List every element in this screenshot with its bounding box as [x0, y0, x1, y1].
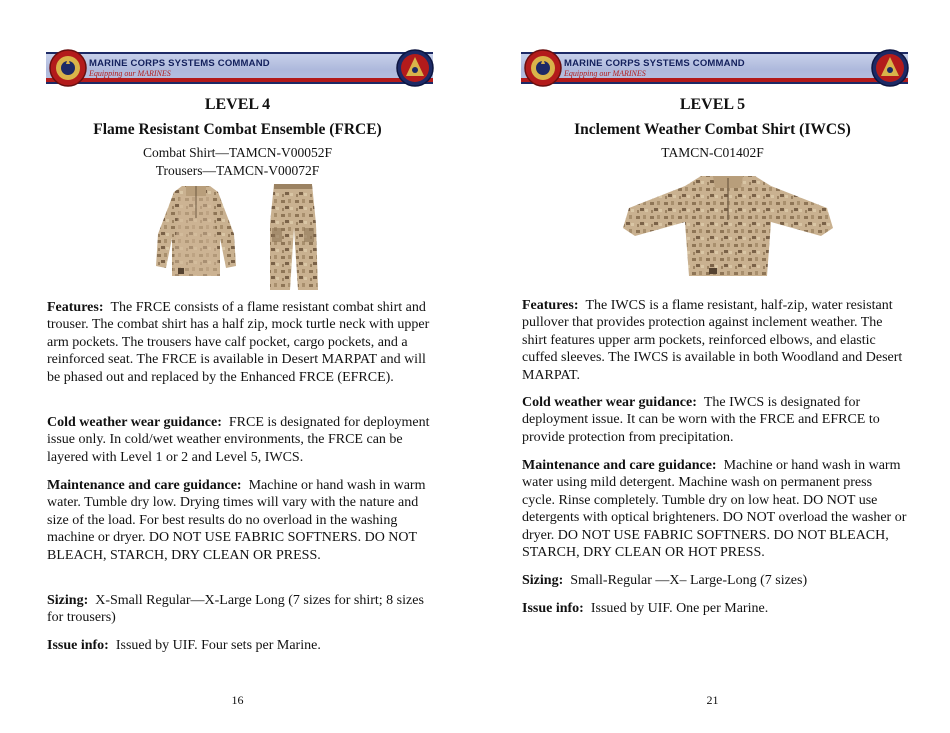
section-label: Sizing: — [47, 593, 89, 608]
combat-shirt-image — [156, 182, 236, 280]
usmc-seal-icon — [524, 49, 562, 87]
section-text: Small-Regular —X– Large-Long (7 sizes) — [570, 573, 808, 588]
level-heading: LEVEL 5 — [679, 96, 746, 113]
usmc-seal-icon — [49, 49, 87, 87]
section-label: Maintenance and care guidance: — [47, 478, 242, 493]
item-code: TAMCN-C01402F — [661, 145, 764, 160]
section-text: Machine or hand wash in warm water using mild detergent. Machine wash on permanent press cycle. Rinse completely. Tumble dry on low heat. DO NOT use detergents with optical brighteners. DO NOT overload the washer or dryer. DO NOT USE FABRIC SOFTNERS. DO NOT BLEACH, STARCH, DRY CLEAN OR HOT PRESS. — [522, 458, 907, 561]
cold-weather-section — [47, 414, 432, 466]
section-label: Sizing: — [522, 573, 564, 588]
iwcs-shirt-image — [621, 172, 835, 280]
section-label: Maintenance and care guidance: — [522, 458, 717, 473]
features-section — [47, 299, 432, 386]
right-page — [475, 0, 950, 733]
mcsc-seal-icon — [871, 49, 909, 87]
maintenance-section — [47, 477, 432, 564]
section-text: The FRCE consists of a flame resistant combat shirt and trouser. The combat shirt has a half zip, mock turtle neck with upper arm pockets. The trousers have calf pocket, cargo pockets, and a reinforced seat. The FRCE is available in Desert MARPAT and will be phased out and replaced by the Enhanced FRCE (EFRCE). — [47, 300, 430, 385]
section-label: Issue info: — [522, 601, 584, 616]
item-code: Combat Shirt—TAMCN-V00052F — [142, 145, 333, 160]
sizing-section — [522, 572, 907, 589]
item-heading: Flame Resistant Combat Ensemble (FRCE) — [93, 121, 382, 138]
section-text: Issued by UIF. One per Marine. — [590, 601, 769, 616]
section-text: Issued by UIF. Four sets per Marine. — [115, 638, 321, 653]
section-label: Cold weather wear guidance: — [522, 395, 697, 410]
section-label: Features: — [522, 298, 579, 313]
section-text: FRCE is designated for deployment issue only. In cold/wet weather environments, the FRCE can be layered with Level 1 or 2 and Level 5, IWCS. — [47, 415, 430, 465]
page-number: 16 — [231, 693, 244, 707]
issue-info-section — [47, 637, 432, 654]
header-banner — [521, 52, 908, 84]
item-code: Trousers—TAMCN-V00072F — [155, 163, 320, 178]
level-heading: LEVEL 4 — [204, 96, 271, 113]
banner-title: MARINE CORPS SYSTEMS COMMAND — [89, 58, 270, 69]
header-banner — [46, 52, 433, 84]
section-text: The IWCS is a flame resistant, half-zip, water resistant pullover that provides protection against inclement weather. The shirt features upper arm pockets, reinforced elbows, and elastic cuffed sleeves. The IWCS is available in both Woodland and Desert MARPAT. — [522, 298, 903, 383]
issue-info-section — [522, 600, 907, 617]
banner-stripe — [46, 78, 433, 82]
features-section — [522, 297, 907, 384]
maintenance-section — [522, 457, 907, 561]
trousers-image — [266, 184, 320, 292]
banner-stripe — [521, 78, 908, 82]
section-label: Issue info: — [47, 638, 109, 653]
cold-weather-section — [522, 394, 907, 446]
banner-subtitle: Equipping our MARINES — [89, 69, 171, 78]
mcsc-seal-icon — [396, 49, 434, 87]
section-text: Machine or hand wash in warm water. Tumble dry low. Drying times will vary with the nature and size of the load. For best results do no overload in the washing machine or dryer. DO NOT USE FABRIC SOFTNERS. DO NOT BLEACH, STARCH, DRY CLEAN OR PRESS. — [47, 478, 426, 563]
item-heading: Inclement Weather Combat Shirt (IWCS) — [574, 121, 851, 138]
section-text: The IWCS is designated for deployment issue. It can be worn with the FRCE and EFRCE to provide protection from precipitation. — [522, 395, 880, 445]
page-number: 21 — [706, 693, 719, 707]
banner-subtitle: Equipping our MARINES — [564, 69, 646, 78]
sizing-section — [47, 592, 432, 627]
section-text: X-Small Regular—X-Large Long (7 sizes for shirt; 8 sizes for trousers) — [47, 593, 424, 626]
section-label: Cold weather wear guidance: — [47, 415, 222, 430]
section-label: Features: — [47, 300, 104, 315]
banner-title: MARINE CORPS SYSTEMS COMMAND — [564, 58, 745, 69]
